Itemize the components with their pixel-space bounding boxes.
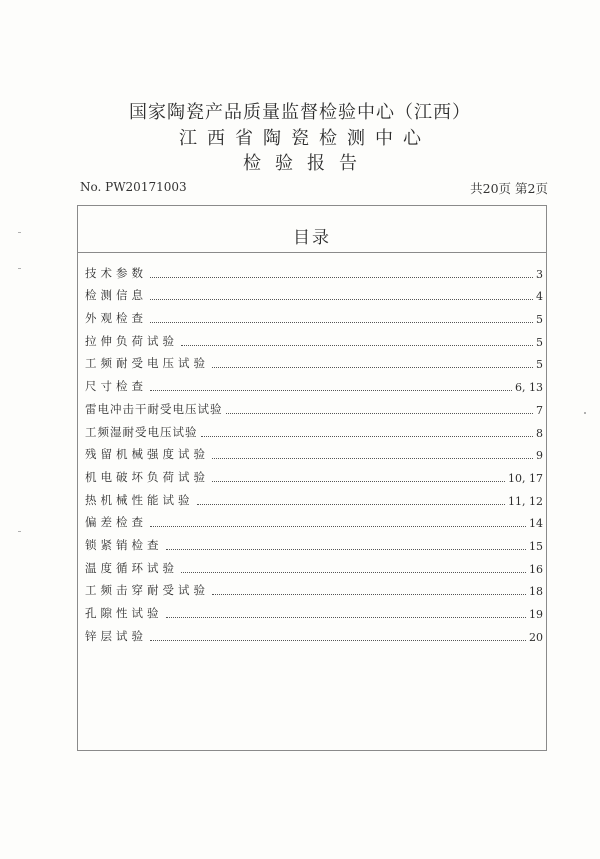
scan-mark <box>584 412 586 414</box>
toc-entry-label: 尺寸检查 <box>85 379 147 394</box>
toc-list <box>85 258 543 644</box>
toc-entry <box>85 621 543 644</box>
toc-dot-leader <box>212 458 533 459</box>
toc-entry <box>85 281 543 304</box>
toc-entry-page: 7 <box>536 403 543 417</box>
scan-mark <box>18 268 21 269</box>
toc-dot-leader <box>212 481 505 482</box>
toc-entry-page: 19 <box>529 608 543 621</box>
toc-entry-label: 外观检查 <box>85 311 147 326</box>
toc-entry-page: 20 <box>529 630 543 644</box>
toc-entry <box>85 508 543 531</box>
toc-entry-page: 4 <box>536 290 543 304</box>
toc-entry-page: 10, 17 <box>508 471 543 485</box>
toc-entry-label: 残留机械强度试验 <box>85 447 209 462</box>
toc-entry <box>85 303 543 326</box>
toc-entry <box>85 440 543 463</box>
toc-entry-page: 5 <box>536 335 543 349</box>
toc-entry-page: 5 <box>536 313 543 327</box>
toc-entry-label: 温度循环试验 <box>85 560 178 575</box>
toc-title: 目录 <box>293 228 331 248</box>
center-name-heading: 国家陶瓷产品质量监督检验中心（江西） <box>129 102 471 123</box>
toc-entry-label: 热机械性能试验 <box>85 492 194 507</box>
toc-entry-page: 3 <box>536 267 543 281</box>
toc-dot-leader <box>226 413 534 414</box>
page-indicator: 共20页 第2页 <box>470 181 548 196</box>
toc-entry-page: 18 <box>529 585 543 599</box>
toc-dot-leader <box>181 572 526 573</box>
toc-dot-leader <box>150 390 512 391</box>
toc-dot-leader <box>150 640 526 641</box>
toc-entry-label: 雷电冲击干耐受电压试验 <box>85 401 223 416</box>
toc-entry-page: 14 <box>529 517 543 531</box>
toc-entry-page: 5 <box>536 358 543 372</box>
toc-entry <box>85 485 543 508</box>
toc-entry-label: 检测信息 <box>85 288 147 303</box>
toc-dot-leader <box>197 504 506 505</box>
center-subname-heading: 江西省陶瓷检测中心 <box>179 128 431 149</box>
report-type-heading: 检验报告 <box>243 153 371 174</box>
toc-entry-page: 8 <box>536 426 543 440</box>
toc-entry <box>85 326 543 349</box>
toc-entry-label: 孔隙性试验 <box>85 606 163 620</box>
toc-dot-leader <box>150 299 533 300</box>
toc-entry-page: 6, 13 <box>515 381 543 395</box>
toc-dot-leader <box>201 436 534 437</box>
toc-entry-page: 15 <box>529 539 543 553</box>
toc-dot-leader <box>212 367 533 368</box>
toc-entry-page: 11, 12 <box>508 494 543 508</box>
scan-mark <box>18 232 21 233</box>
toc-entry <box>85 394 543 417</box>
toc-divider <box>78 252 546 253</box>
toc-entry-label: 偏差检查 <box>85 515 147 530</box>
toc-entry-label: 工频湿耐受电压试验 <box>85 424 198 439</box>
toc-entry <box>85 462 543 485</box>
toc-dot-leader <box>150 526 526 527</box>
toc-entry <box>85 417 543 440</box>
toc-entry <box>85 553 543 576</box>
toc-entry-label: 机电破坏负荷试验 <box>85 469 209 484</box>
report-number: No. PW20171003 <box>80 180 187 194</box>
toc-entry-label: 工频耐受电压试验 <box>85 356 209 371</box>
toc-entry-page: 16 <box>529 562 543 576</box>
toc-entry <box>85 258 543 281</box>
toc-dot-leader <box>181 345 533 346</box>
toc-entry-label: 技术参数 <box>85 265 147 280</box>
toc-dot-leader <box>150 277 533 278</box>
toc-entry <box>85 576 543 599</box>
toc-entry <box>85 530 543 553</box>
table-of-contents <box>77 205 547 751</box>
toc-entry-page: 9 <box>536 449 543 463</box>
toc-entry-label: 锌层试验 <box>85 628 147 643</box>
scan-mark <box>18 531 21 532</box>
toc-entry <box>85 371 543 394</box>
toc-entry-label: 锁紧销检查 <box>85 537 163 552</box>
toc-dot-leader <box>166 617 527 618</box>
toc-dot-leader <box>166 549 527 550</box>
toc-entry <box>85 598 543 621</box>
toc-dot-leader <box>150 322 533 323</box>
toc-dot-leader <box>212 594 526 595</box>
toc-entry-label: 工频击穿耐受试验 <box>85 583 209 598</box>
toc-entry-label: 拉伸负荷试验 <box>85 333 178 348</box>
toc-entry <box>85 349 543 372</box>
